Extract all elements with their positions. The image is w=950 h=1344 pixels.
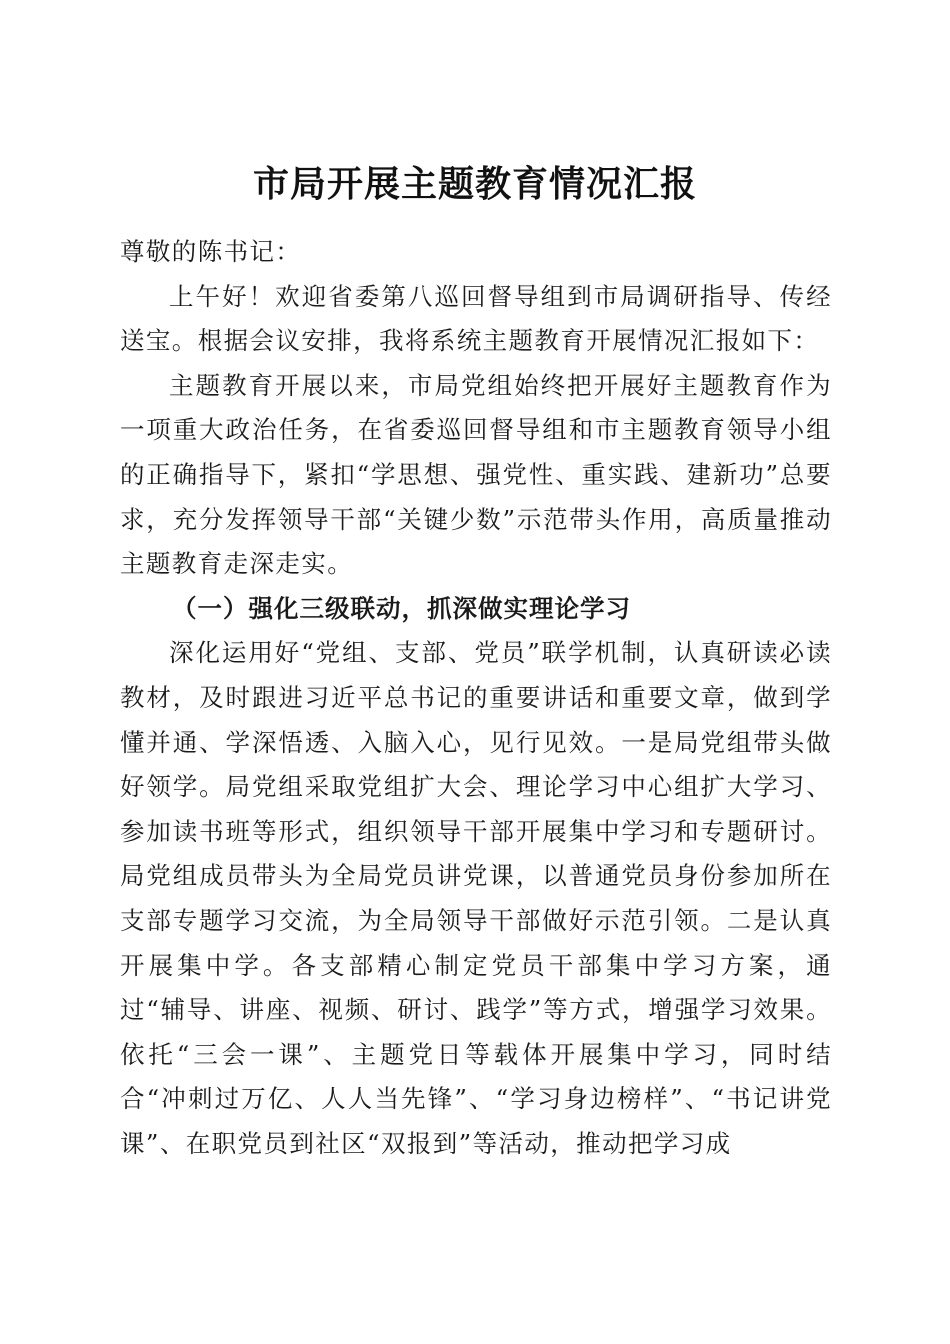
salutation: 尊敬的陈书记： xyxy=(120,237,302,266)
paragraph-overview: 主题教育开展以来，市局党组始终把开展好主题教育作为一项重大政治任务，在省委巡回督导组和市主题教育领导小组的正确指导下，紧扣“学思想、强党性、重实践、建新功”总要求，充分发挥领导干部“关键少数”示范带头作用，高质量推动主题教育走深走实。 xyxy=(120,370,832,579)
section-heading: （一）强化三级联动，抓深做实理论学习 xyxy=(172,593,631,623)
paragraph-greeting: 上午好！欢迎省委第八巡回督导组到市局调研指导、传经送宝。根据会议安排，我将系统主题教育开展情况汇报如下： xyxy=(120,281,832,356)
document-title: 市局开展主题教育情况汇报 xyxy=(252,163,697,206)
document-body xyxy=(120,230,832,1166)
paragraph-section-body: 深化运用好“党组、支部、党员”联学机制，认真研读必读教材，及时跟进习近平总书记的重要讲话和重要文章，做到学懂并通、学深悟透、入脑入心，见行见效。一是局党组带头做好领学。局党组采取党组扩大会、理论学习中心组扩大学习、参加读书班等形式，组织领导干部开展集中学习和专题研讨。局党组成员带头为全局党员讲党课，以普通党员身份参加所在支部专题学习交流，为全局领导干部做好示范引领。二是认真开展集中学。各支部精心制定党员干部集中学习方案，通过“辅导、讲座、视频、研讨、践学”等方式，增强学习效果。依托“三会一课”、主题党日等载体开展集中学习，同时结合“冲刺过万亿、人人当先锋”、“学习身边榜样”、“书记讲党课”、在职党员到社区“双报到”等活动，推动把学习成 xyxy=(120,638,832,1158)
